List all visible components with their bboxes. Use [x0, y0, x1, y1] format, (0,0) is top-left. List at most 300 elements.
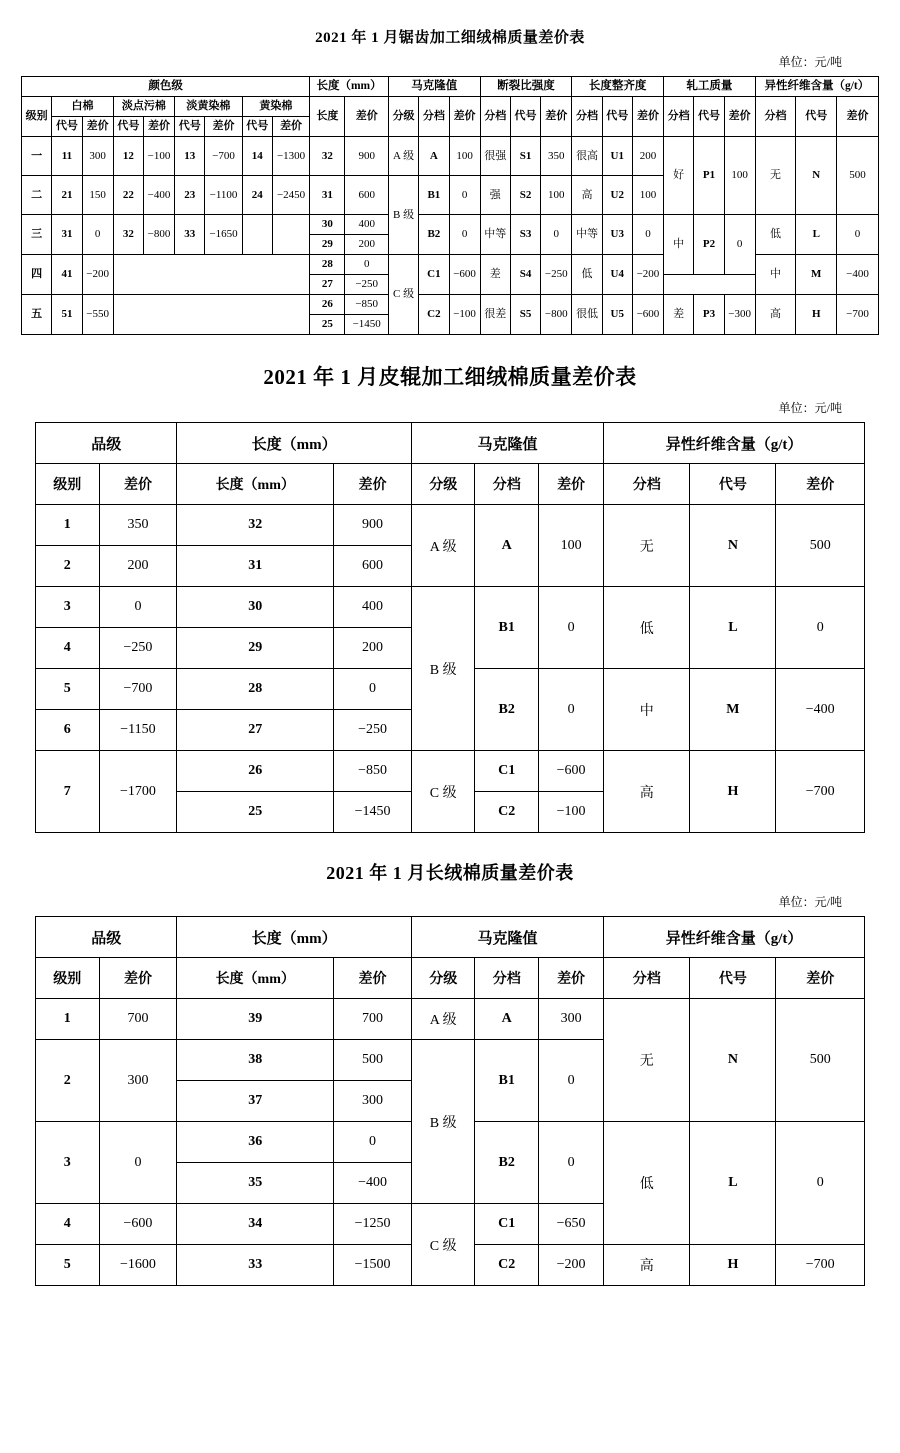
- table2-unit: 单位：元/吨: [778, 401, 842, 415]
- header-str-tier: 分档: [480, 97, 510, 137]
- cell-ys-price: −2450: [272, 176, 309, 215]
- header-quality: 品级: [36, 917, 177, 958]
- cell-mic-price: −200: [538, 1245, 603, 1286]
- cell-str-tier: 强: [480, 176, 510, 215]
- cell-grade: 4: [36, 628, 100, 669]
- header-ff-price: 差价: [776, 958, 865, 999]
- cell-uni-tier: 低: [572, 255, 602, 295]
- cell-ys-code: [242, 215, 272, 255]
- cell-ff-price: 0: [837, 215, 879, 255]
- cell-mic-tier: C1: [475, 1204, 539, 1245]
- cell-lyd-code: 23: [175, 176, 205, 215]
- table-header-row: [36, 423, 865, 464]
- header-gin-code: 代号: [694, 97, 724, 137]
- cell-ff-tier: 中: [755, 255, 796, 295]
- header-lyd-code: 代号: [175, 117, 205, 137]
- header-uni-tier: 分档: [572, 97, 602, 137]
- header-mic-price: 差价: [538, 958, 603, 999]
- cell-length: 28: [310, 255, 345, 275]
- cell-ff-code: N: [690, 999, 776, 1122]
- header-length-sub: 长度（mm）: [177, 958, 334, 999]
- cell-ff-tier: 低: [604, 587, 690, 669]
- cell-length-price: 200: [345, 235, 388, 255]
- cell-length-price: 700: [334, 999, 412, 1040]
- cell-uni-price: 100: [632, 176, 663, 215]
- cell-ff-code: M: [796, 255, 837, 295]
- cell-mic-class: C 级: [411, 1204, 475, 1286]
- cell-ff-price: 0: [776, 587, 865, 669]
- cell-mic-class: B 级: [388, 176, 418, 255]
- cell-uni-code: U1: [602, 137, 632, 176]
- cell-white-code: 11: [52, 137, 82, 176]
- cell-ff-price: −400: [776, 669, 865, 751]
- cell-ff-code: H: [796, 295, 837, 335]
- cell-mic-price: 0: [449, 215, 480, 255]
- cell-lsp-price: −100: [143, 137, 174, 176]
- header-ff-code: 代号: [690, 958, 776, 999]
- header-grade: 级别: [22, 97, 52, 137]
- cell-quality-price: −700: [99, 669, 177, 710]
- cell-ff-code: L: [690, 587, 776, 669]
- cell-mic-class: A 级: [388, 137, 418, 176]
- cell-length: 30: [310, 215, 345, 235]
- header-strength: 断裂比强度: [480, 77, 572, 97]
- cell-length-price: 400: [345, 215, 388, 235]
- cell-str-tier: 很强: [480, 137, 510, 176]
- cell-ff-price: 500: [837, 137, 879, 215]
- cell-mic-class: C 级: [411, 751, 475, 833]
- cell-uni-tier: 中等: [572, 215, 602, 255]
- header-micronaire: 马克隆值: [411, 423, 603, 464]
- cell-uni-price: −200: [632, 255, 663, 295]
- header-micronaire: 马克隆值: [411, 917, 603, 958]
- cell-mic-price: −600: [449, 255, 480, 295]
- cell-white-code: 41: [52, 255, 82, 295]
- header-micronaire: 马克隆值: [388, 77, 480, 97]
- cell-str-code: S5: [510, 295, 540, 335]
- cell-grade: 2: [36, 546, 100, 587]
- cell-uni-code: U2: [602, 176, 632, 215]
- cell-ff-tier: 无: [604, 505, 690, 587]
- cell-ff-price: −700: [776, 751, 865, 833]
- header-white-cotton: 白棉: [52, 97, 113, 117]
- header-lsp-price: 差价: [143, 117, 174, 137]
- cell-ff-tier: 高: [604, 751, 690, 833]
- cell-length: 31: [177, 546, 334, 587]
- cell-length-price: −850: [334, 751, 412, 792]
- header-light-yellow: 淡黄染棉: [175, 97, 243, 117]
- cell-str-tier: 差: [480, 255, 510, 295]
- cell-quality-price: −1700: [99, 751, 177, 833]
- cell-length-price: 0: [334, 669, 412, 710]
- cell-length: 25: [310, 315, 345, 335]
- cell-lyd-code: 13: [175, 137, 205, 176]
- cell-mic-price: 100: [538, 505, 603, 587]
- cell-mic-class: B 级: [411, 1040, 475, 1204]
- cell-ff-tier: 无: [755, 137, 796, 215]
- cell-empty: [113, 295, 310, 335]
- header-ff-code: 代号: [690, 464, 776, 505]
- header-ff-tier: 分档: [604, 958, 690, 999]
- cell-mic-tier: C2: [475, 1245, 539, 1286]
- cell-ff-tier: 高: [604, 1245, 690, 1286]
- cell-str-tier: 中等: [480, 215, 510, 255]
- cell-white-price: 150: [82, 176, 113, 215]
- header-white-code: 代号: [52, 117, 82, 137]
- cell-uni-code: U5: [602, 295, 632, 335]
- cell-white-price: −200: [82, 255, 113, 295]
- header-mic-tier: 分档: [475, 464, 539, 505]
- cell-length: 29: [177, 628, 334, 669]
- cell-grade: 1: [36, 999, 100, 1040]
- cell-str-price: 100: [541, 176, 572, 215]
- cell-length: 29: [310, 235, 345, 255]
- cell-lsp-code: 12: [113, 137, 143, 176]
- cell-mic-class: B 级: [411, 587, 475, 751]
- header-gin-price: 差价: [724, 97, 755, 137]
- header-length-col: 长度: [310, 97, 345, 137]
- cell-length-price: 300: [334, 1081, 412, 1122]
- cell-length: 25: [177, 792, 334, 833]
- cell-length: 34: [177, 1204, 334, 1245]
- cell-mic-tier: A: [475, 999, 539, 1040]
- cell-mic-tier: C1: [419, 255, 449, 295]
- cell-ys-price: [272, 215, 309, 255]
- cell-ff-tier: 无: [604, 999, 690, 1122]
- cell-length-price: 900: [334, 505, 412, 546]
- cell-mic-price: 0: [538, 1040, 603, 1122]
- cell-length-price: 900: [345, 137, 388, 176]
- cell-length: 35: [177, 1163, 334, 1204]
- cell-quality-price: 0: [99, 1122, 177, 1204]
- table-row: [36, 751, 865, 792]
- cell-length-price: 200: [334, 628, 412, 669]
- table3-unit: 单位：元/吨: [778, 895, 842, 909]
- table-row: [22, 137, 879, 176]
- cell-length: 37: [177, 1081, 334, 1122]
- header-ff-price: 差价: [776, 464, 865, 505]
- header-foreign-fiber: 异性纤维含量（g/t）: [604, 423, 865, 464]
- cell-length: 32: [177, 505, 334, 546]
- cell-mic-tier: B2: [419, 215, 449, 255]
- cell-str-price: 0: [541, 215, 572, 255]
- cell-lyd-price: −700: [205, 137, 242, 176]
- table-row: [22, 295, 879, 315]
- table1-title: 2021 年 1 月锯齿加工细绒棉质量差价表: [315, 30, 585, 46]
- cell-length: 39: [177, 999, 334, 1040]
- header-length: 长度（mm）: [177, 423, 412, 464]
- header-color-grade: 颜色级: [22, 77, 310, 97]
- header-mic-tier: 分档: [419, 97, 449, 137]
- cell-uni-tier: 很高: [572, 137, 602, 176]
- cell-length-price: −1450: [334, 792, 412, 833]
- cell-uni-tier: 很低: [572, 295, 602, 335]
- cell-str-code: S2: [510, 176, 540, 215]
- roller-ginned-price-table: [35, 422, 865, 833]
- header-lyd-price: 差价: [205, 117, 242, 137]
- cell-ff-code: H: [690, 1245, 776, 1286]
- header-length-price: 差价: [345, 97, 388, 137]
- cell-ff-price: −700: [837, 295, 879, 335]
- cell-gin-price: −300: [724, 295, 755, 335]
- cell-gin-code: P2: [694, 215, 724, 275]
- cell-mic-tier: A: [475, 505, 539, 587]
- cell-ff-price: 500: [776, 999, 865, 1122]
- cell-quality-price: 350: [99, 505, 177, 546]
- cell-quality-price: 200: [99, 546, 177, 587]
- table1-unit: 单位：元/吨: [778, 55, 842, 69]
- cell-mic-tier: B1: [475, 587, 539, 669]
- cell-uni-code: U3: [602, 215, 632, 255]
- cell-ff-tier: 低: [755, 215, 796, 255]
- table-header-row: [36, 958, 865, 999]
- cell-length-price: 0: [345, 255, 388, 275]
- cell-quality-price: −600: [99, 1204, 177, 1245]
- cell-length-price: −400: [334, 1163, 412, 1204]
- cell-length-price: 0: [334, 1122, 412, 1163]
- cell-lsp-price: −800: [143, 215, 174, 255]
- cell-length-price: −1500: [334, 1245, 412, 1286]
- cell-ff-price: 500: [776, 505, 865, 587]
- table-row: [36, 505, 865, 546]
- header-str-code: 代号: [510, 97, 540, 137]
- long-staple-price-table: [35, 916, 865, 1286]
- cell-quality-price: 700: [99, 999, 177, 1040]
- cell-lsp-code: 32: [113, 215, 143, 255]
- cell-mic-price: 0: [538, 587, 603, 669]
- cell-mic-price: −100: [449, 295, 480, 335]
- header-mic-class: 分级: [411, 958, 475, 999]
- header-str-price: 差价: [541, 97, 572, 137]
- header-uniformity: 长度整齐度: [572, 77, 664, 97]
- header-mic-tier: 分档: [475, 958, 539, 999]
- cell-ff-price: −700: [776, 1245, 865, 1286]
- cell-gin-code: P1: [694, 137, 724, 215]
- cell-ys-code: 14: [242, 137, 272, 176]
- cell-ff-price: −400: [837, 255, 879, 295]
- table3-title: 2021 年 1 月长绒棉质量差价表: [326, 863, 574, 883]
- cell-mic-tier: C1: [475, 751, 539, 792]
- cell-length-price: 600: [345, 176, 388, 215]
- cell-ff-code: N: [690, 505, 776, 587]
- header-ff-price: 差价: [837, 97, 879, 137]
- cell-mic-class: A 级: [411, 505, 475, 587]
- cell-length: 26: [177, 751, 334, 792]
- cell-gin-price: 100: [724, 137, 755, 215]
- cell-grade: 三: [22, 215, 52, 255]
- cell-ff-code: L: [796, 215, 837, 255]
- cell-mic-price: −650: [538, 1204, 603, 1245]
- cell-str-tier: 很差: [480, 295, 510, 335]
- cell-lsp-code: 22: [113, 176, 143, 215]
- cell-mic-price: 100: [449, 137, 480, 176]
- header-quality-price: 差价: [99, 958, 177, 999]
- cell-gin-tier: 中: [664, 215, 694, 275]
- cell-mic-price: −600: [538, 751, 603, 792]
- cell-mic-price: 0: [538, 669, 603, 751]
- cell-ff-tier: 中: [604, 669, 690, 751]
- cell-length: 26: [310, 295, 345, 315]
- cell-mic-class: C 级: [388, 255, 418, 335]
- cell-length: 31: [310, 176, 345, 215]
- cell-grade: 3: [36, 1122, 100, 1204]
- table2-title: 2021 年 1 月皮辊加工细绒棉质量差价表: [263, 365, 637, 389]
- header-mic-price: 差价: [449, 97, 480, 137]
- cell-grade: 1: [36, 505, 100, 546]
- cell-length: 38: [177, 1040, 334, 1081]
- cell-grade: 一: [22, 137, 52, 176]
- cell-mic-price: −100: [538, 792, 603, 833]
- cell-length-price: −850: [345, 295, 388, 315]
- table-header-row: [22, 77, 879, 97]
- table-row: [22, 215, 879, 235]
- cell-grade: 五: [22, 295, 52, 335]
- header-yellow-stained: 黄染棉: [242, 97, 310, 117]
- cell-length-price: −1450: [345, 315, 388, 335]
- cell-uni-price: 200: [632, 137, 663, 176]
- cell-grade: 5: [36, 1245, 100, 1286]
- cell-white-price: −550: [82, 295, 113, 335]
- cell-white-price: 300: [82, 137, 113, 176]
- cell-quality-price: −250: [99, 628, 177, 669]
- header-grade: 级别: [36, 464, 100, 505]
- cell-length: 32: [310, 137, 345, 176]
- cell-str-code: S1: [510, 137, 540, 176]
- header-ff-code: 代号: [796, 97, 837, 137]
- header-light-spotted: 淡点污棉: [113, 97, 174, 117]
- cell-grade: 二: [22, 176, 52, 215]
- cell-lyd-code: 33: [175, 215, 205, 255]
- cell-mic-tier: B2: [475, 669, 539, 751]
- cell-gin-tier: 好: [664, 137, 694, 215]
- table-header-row: [36, 464, 865, 505]
- cell-length: 27: [310, 275, 345, 295]
- table-header-row: [22, 97, 879, 117]
- cell-mic-tier: B2: [475, 1122, 539, 1204]
- cell-ys-price: −1300: [272, 137, 309, 176]
- cell-grade: 2: [36, 1040, 100, 1122]
- cell-mic-price: 300: [538, 999, 603, 1040]
- cell-mic-tier: A: [419, 137, 449, 176]
- saw-ginned-price-table: [21, 76, 879, 335]
- cell-mic-tier: B1: [419, 176, 449, 215]
- cell-quality-price: 300: [99, 1040, 177, 1122]
- cell-quality-price: −1150: [99, 710, 177, 751]
- cell-str-price: 350: [541, 137, 572, 176]
- cell-ff-price: 0: [776, 1122, 865, 1245]
- cell-uni-code: U4: [602, 255, 632, 295]
- cell-grade: 4: [36, 1204, 100, 1245]
- header-length: 长度（mm）: [310, 77, 389, 97]
- header-length-price: 差价: [334, 464, 412, 505]
- header-gin-quality: 轧工质量: [664, 77, 756, 97]
- cell-mic-tier: C2: [475, 792, 539, 833]
- header-gin-tier: 分档: [664, 97, 694, 137]
- cell-length-price: 500: [334, 1040, 412, 1081]
- cell-ff-code: N: [796, 137, 837, 215]
- cell-ff-code: H: [690, 751, 776, 833]
- table-header-row: [36, 917, 865, 958]
- header-foreign-fiber: 异性纤维含量（g/t）: [755, 77, 878, 97]
- cell-ff-code: L: [690, 1122, 776, 1245]
- cell-lyd-price: −1650: [205, 215, 242, 255]
- header-length-price: 差价: [334, 958, 412, 999]
- cell-empty: [113, 255, 310, 295]
- cell-length-price: 600: [334, 546, 412, 587]
- header-length: 长度（mm）: [177, 917, 412, 958]
- cell-length: 36: [177, 1122, 334, 1163]
- header-white-price: 差价: [82, 117, 113, 137]
- cell-mic-price: 0: [538, 1122, 603, 1204]
- cell-ff-tier: 低: [604, 1122, 690, 1245]
- table-row: [36, 999, 865, 1040]
- cell-length: 27: [177, 710, 334, 751]
- cell-gin-code: P3: [694, 295, 724, 335]
- cell-grade: 7: [36, 751, 100, 833]
- cell-str-price: −250: [541, 255, 572, 295]
- cell-white-code: 31: [52, 215, 82, 255]
- cell-quality-price: −1600: [99, 1245, 177, 1286]
- header-ff-tier: 分档: [755, 97, 796, 137]
- cell-grade: 四: [22, 255, 52, 295]
- header-lsp-code: 代号: [113, 117, 143, 137]
- cell-white-code: 51: [52, 295, 82, 335]
- cell-lsp-price: −400: [143, 176, 174, 215]
- cell-mic-tier: B1: [475, 1040, 539, 1122]
- cell-str-code: S4: [510, 255, 540, 295]
- header-ys-code: 代号: [242, 117, 272, 137]
- header-mic-class: 分级: [411, 464, 475, 505]
- cell-length-price: −1250: [334, 1204, 412, 1245]
- cell-str-price: −800: [541, 295, 572, 335]
- cell-length-price: 400: [334, 587, 412, 628]
- cell-uni-price: −600: [632, 295, 663, 335]
- cell-mic-class: A 级: [411, 999, 475, 1040]
- header-quality-price: 差价: [99, 464, 177, 505]
- cell-ys-code: 24: [242, 176, 272, 215]
- header-grade: 级别: [36, 958, 100, 999]
- cell-mic-tier: C2: [419, 295, 449, 335]
- cell-white-code: 21: [52, 176, 82, 215]
- header-uni-price: 差价: [632, 97, 663, 137]
- header-uni-code: 代号: [602, 97, 632, 137]
- cell-mic-price: 0: [449, 176, 480, 215]
- cell-gin-price: 0: [724, 215, 755, 275]
- cell-length-price: −250: [334, 710, 412, 751]
- cell-ff-tier: 高: [755, 295, 796, 335]
- header-ff-tier: 分档: [604, 464, 690, 505]
- header-ys-price: 差价: [272, 117, 309, 137]
- header-quality: 品级: [36, 423, 177, 464]
- cell-length: 28: [177, 669, 334, 710]
- cell-grade: 5: [36, 669, 100, 710]
- cell-white-price: 0: [82, 215, 113, 255]
- cell-lyd-price: −1100: [205, 176, 242, 215]
- cell-str-code: S3: [510, 215, 540, 255]
- cell-gin-tier: 差: [664, 295, 694, 335]
- cell-grade: 6: [36, 710, 100, 751]
- cell-length-price: −250: [345, 275, 388, 295]
- header-length-sub: 长度（mm）: [177, 464, 334, 505]
- cell-ff-code: M: [690, 669, 776, 751]
- cell-uni-price: 0: [632, 215, 663, 255]
- header-foreign-fiber: 异性纤维含量（g/t）: [604, 917, 865, 958]
- cell-length: 30: [177, 587, 334, 628]
- header-mic-class: 分级: [388, 97, 418, 137]
- cell-grade: 3: [36, 587, 100, 628]
- cell-uni-tier: 高: [572, 176, 602, 215]
- header-mic-price: 差价: [538, 464, 603, 505]
